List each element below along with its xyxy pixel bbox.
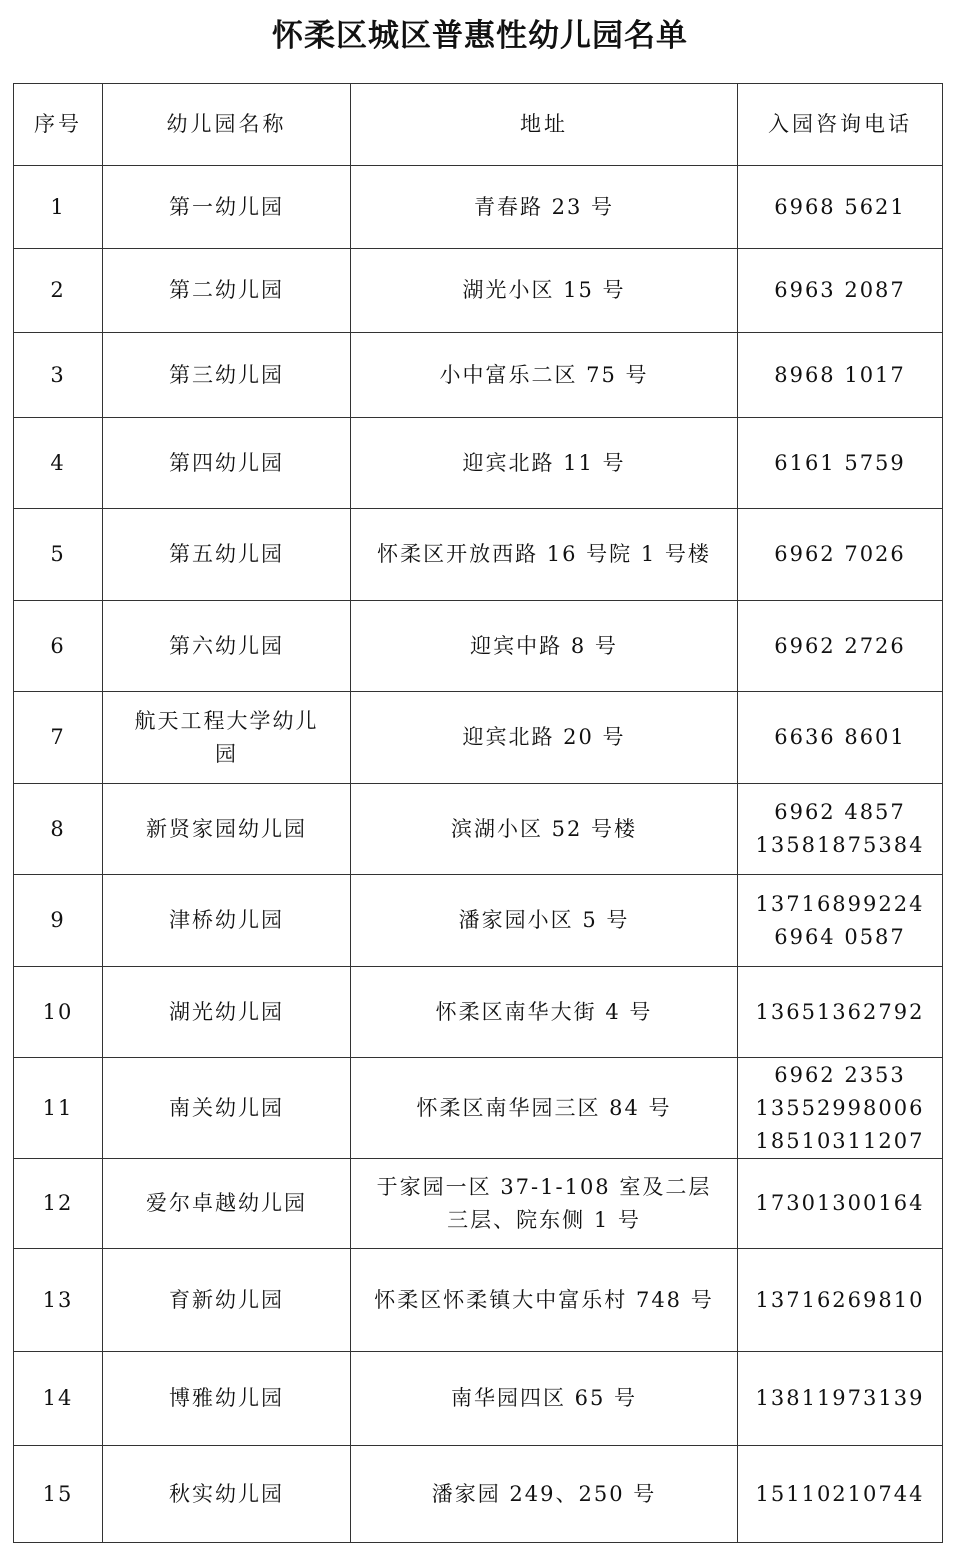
cell-address bbox=[351, 509, 738, 601]
cell-phone-line: 13716899224 bbox=[755, 891, 925, 916]
header-phone: 入园咨询电话 bbox=[738, 84, 943, 166]
cell-phone-line: 8968 1017 bbox=[774, 362, 906, 387]
table-row bbox=[14, 601, 943, 692]
cell-address bbox=[351, 249, 738, 333]
cell-address bbox=[351, 1446, 738, 1543]
cell-serial-number: 13 bbox=[14, 1249, 103, 1352]
cell-phone-line: 13811973139 bbox=[755, 1386, 925, 1410]
table-row bbox=[14, 509, 943, 601]
cell-address-line: 于家园一区 37-1-108 室及二层 bbox=[376, 1174, 712, 1199]
cell-address-line: 迎宾中路 8 号 bbox=[470, 633, 618, 658]
cell-phone-line: 13581875384 bbox=[755, 833, 925, 857]
cell-phone bbox=[738, 333, 943, 418]
cell-address bbox=[351, 418, 738, 509]
cell-address bbox=[351, 166, 738, 249]
cell-serial-number: 8 bbox=[14, 784, 103, 875]
cell-phone bbox=[738, 166, 943, 249]
cell-phone bbox=[738, 1446, 943, 1543]
table-row bbox=[14, 333, 943, 418]
cell-phone-line: 6636 8601 bbox=[774, 725, 906, 749]
cell-phone-line: 13651362792 bbox=[755, 999, 925, 1024]
cell-phone-line: 6962 2726 bbox=[774, 633, 906, 658]
cell-serial-number: 4 bbox=[14, 418, 103, 509]
table-row bbox=[14, 784, 943, 875]
cell-kindergarten-name bbox=[103, 692, 351, 784]
cell-kindergarten-name-line: 博雅幼儿园 bbox=[169, 1386, 284, 1410]
cell-kindergarten-name-line: 第五幼儿园 bbox=[169, 542, 284, 566]
cell-kindergarten-name-line: 湖光幼儿园 bbox=[169, 999, 284, 1024]
cell-serial-number: 7 bbox=[14, 692, 103, 784]
cell-serial-number: 14 bbox=[14, 1352, 103, 1446]
cell-phone bbox=[738, 967, 943, 1058]
table-header-row bbox=[14, 84, 943, 166]
cell-phone-line: 15110210744 bbox=[755, 1481, 925, 1506]
cell-address-line: 湖光小区 15 号 bbox=[462, 278, 626, 302]
cell-address-line: 怀柔区开放西路 16 号院 1 号楼 bbox=[377, 542, 711, 566]
cell-serial-number: 11 bbox=[14, 1058, 103, 1159]
cell-phone-line: 17301300164 bbox=[755, 1191, 925, 1215]
cell-phone-line: 6161 5759 bbox=[774, 450, 906, 475]
cell-kindergarten-name-line: 第一幼儿园 bbox=[169, 194, 284, 219]
table-row bbox=[14, 1352, 943, 1446]
cell-address bbox=[351, 333, 738, 418]
cell-address-line: 青春路 23 号 bbox=[473, 194, 615, 219]
cell-kindergarten-name-line: 育新幼儿园 bbox=[169, 1287, 284, 1312]
cell-address bbox=[351, 1352, 738, 1446]
cell-kindergarten-name bbox=[103, 333, 351, 418]
cell-phone bbox=[738, 509, 943, 601]
cell-kindergarten-name-line: 南关幼儿园 bbox=[169, 1095, 284, 1120]
cell-address bbox=[351, 1058, 738, 1159]
cell-address-line: 滨湖小区 52 号楼 bbox=[450, 816, 638, 841]
cell-kindergarten-name bbox=[103, 166, 351, 249]
cell-kindergarten-name bbox=[103, 601, 351, 692]
cell-serial-number: 3 bbox=[14, 333, 103, 418]
cell-address-line: 怀柔区南华园三区 84 号 bbox=[416, 1095, 672, 1120]
cell-phone-line: 6964 0587 bbox=[774, 924, 906, 949]
header-address: 地址 bbox=[351, 84, 738, 166]
cell-kindergarten-name bbox=[103, 1058, 351, 1159]
cell-kindergarten-name-line: 第六幼儿园 bbox=[169, 633, 284, 658]
cell-address-line: 潘家园小区 5 号 bbox=[458, 908, 630, 932]
cell-serial-number: 15 bbox=[14, 1446, 103, 1543]
cell-kindergarten-name bbox=[103, 418, 351, 509]
cell-phone bbox=[738, 1249, 943, 1352]
cell-kindergarten-name-line: 新贤家园幼儿园 bbox=[146, 816, 307, 841]
table-row bbox=[14, 875, 943, 967]
cell-kindergarten-name-line: 航天工程大学幼儿 bbox=[134, 708, 319, 733]
cell-phone bbox=[738, 1058, 943, 1159]
table-row bbox=[14, 1446, 943, 1543]
cell-address bbox=[351, 601, 738, 692]
cell-phone bbox=[738, 418, 943, 509]
table-row bbox=[14, 692, 943, 784]
cell-serial-number: 12 bbox=[14, 1159, 103, 1249]
table-row bbox=[14, 967, 943, 1058]
cell-phone-line: 6963 2087 bbox=[774, 278, 906, 302]
cell-phone-line: 18510311207 bbox=[755, 1128, 925, 1153]
cell-address-line: 潘家园 249、250 号 bbox=[431, 1481, 657, 1506]
table-row bbox=[14, 1159, 943, 1249]
cell-kindergarten-name bbox=[103, 1159, 351, 1249]
table-row bbox=[14, 1058, 943, 1159]
cell-phone-line: 13552998006 bbox=[755, 1095, 925, 1120]
cell-kindergarten-name-line: 第四幼儿园 bbox=[169, 450, 284, 475]
table-row bbox=[14, 1249, 943, 1352]
cell-serial-number: 5 bbox=[14, 509, 103, 601]
cell-kindergarten-name bbox=[103, 1249, 351, 1352]
cell-address-line: 怀柔区南华大街 4 号 bbox=[435, 999, 653, 1024]
cell-address bbox=[351, 784, 738, 875]
cell-phone bbox=[738, 692, 943, 784]
table-row bbox=[14, 166, 943, 249]
page-title: 怀柔区城区普惠性幼儿园名单 bbox=[272, 18, 688, 54]
table-row bbox=[14, 249, 943, 333]
header-kindergarten-name: 幼儿园名称 bbox=[103, 84, 351, 166]
cell-address-line: 南华园四区 65 号 bbox=[450, 1386, 638, 1410]
cell-phone bbox=[738, 1159, 943, 1249]
cell-phone bbox=[738, 784, 943, 875]
cell-kindergarten-name-line: 爱尔卓越幼儿园 bbox=[146, 1191, 307, 1215]
cell-phone-line: 6968 5621 bbox=[774, 194, 906, 219]
cell-address bbox=[351, 967, 738, 1058]
cell-serial-number: 6 bbox=[14, 601, 103, 692]
cell-kindergarten-name bbox=[103, 875, 351, 967]
cell-address-line: 迎宾北路 20 号 bbox=[462, 725, 626, 749]
cell-phone bbox=[738, 875, 943, 967]
cell-kindergarten-name bbox=[103, 509, 351, 601]
header-serial-number: 序号 bbox=[14, 84, 103, 166]
cell-kindergarten-name-line: 第三幼儿园 bbox=[169, 362, 284, 387]
cell-kindergarten-name bbox=[103, 967, 351, 1058]
cell-phone-line: 6962 4857 bbox=[774, 800, 906, 824]
cell-kindergarten-name-line: 秋实幼儿园 bbox=[169, 1481, 284, 1506]
cell-phone-line: 13716269810 bbox=[755, 1287, 925, 1312]
cell-kindergarten-name-line: 园 bbox=[215, 741, 238, 766]
cell-kindergarten-name-line: 第二幼儿园 bbox=[169, 278, 284, 302]
cell-kindergarten-name bbox=[103, 1446, 351, 1543]
cell-address-line: 怀柔区怀柔镇大中富乐村 748 号 bbox=[374, 1287, 714, 1312]
cell-phone bbox=[738, 601, 943, 692]
cell-phone bbox=[738, 249, 943, 333]
cell-serial-number: 10 bbox=[14, 967, 103, 1058]
cell-address bbox=[351, 1159, 738, 1249]
cell-phone-line: 6962 7026 bbox=[774, 542, 906, 566]
cell-serial-number: 2 bbox=[14, 249, 103, 333]
cell-phone bbox=[738, 1352, 943, 1446]
cell-serial-number: 1 bbox=[14, 166, 103, 249]
cell-address-line: 小中富乐二区 75 号 bbox=[439, 362, 649, 387]
cell-address bbox=[351, 875, 738, 967]
cell-serial-number: 9 bbox=[14, 875, 103, 967]
cell-kindergarten-name-line: 津桥幼儿园 bbox=[169, 908, 284, 932]
kindergarten-table bbox=[13, 83, 943, 1543]
cell-kindergarten-name bbox=[103, 249, 351, 333]
cell-address bbox=[351, 1249, 738, 1352]
cell-kindergarten-name bbox=[103, 1352, 351, 1446]
cell-address-line: 迎宾北路 11 号 bbox=[462, 450, 626, 475]
cell-address bbox=[351, 692, 738, 784]
cell-kindergarten-name bbox=[103, 784, 351, 875]
cell-address-line: 三层、院东侧 1 号 bbox=[447, 1207, 641, 1232]
table-body bbox=[14, 166, 943, 1543]
cell-phone-line: 6962 2353 bbox=[774, 1062, 906, 1087]
table-row bbox=[14, 418, 943, 509]
